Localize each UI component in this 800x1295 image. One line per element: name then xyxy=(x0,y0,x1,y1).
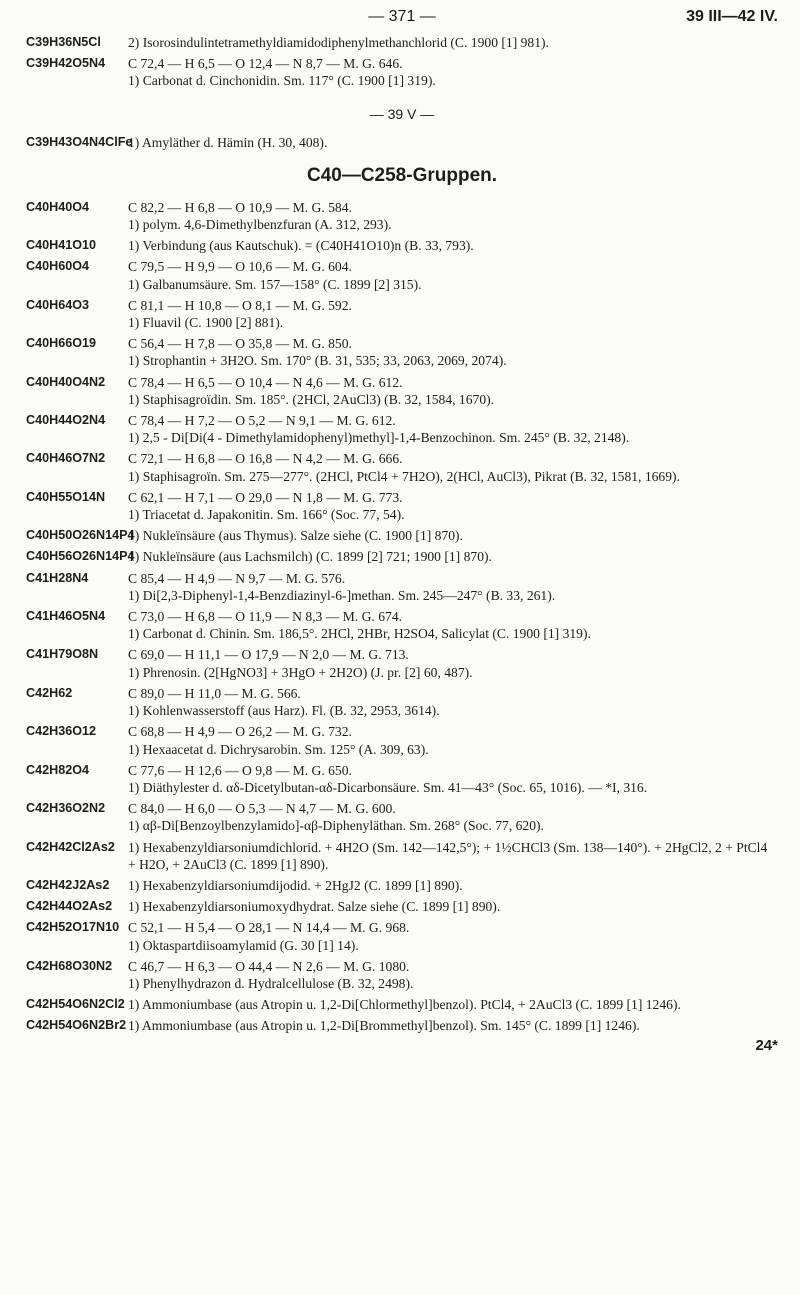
page xyxy=(26,8,778,1054)
entry-line: 1) Oktaspartdiisoamylamid (G. 30 [1] 14). xyxy=(128,937,359,953)
entry-body xyxy=(128,489,778,523)
entry-line: 1) Diäthylester d. αδ-Dicetylbutan-αδ-Dicarbonsäure. Sm. 41—43° (Soc. 65, 1016). — *I, 316. xyxy=(128,779,648,795)
entry-line: 1) Amyläther d. Hämin (H. 30, 408). xyxy=(128,134,328,150)
entry-line: C 46,7 — H 6,3 — O 44,4 — N 2,6 — M. G. 1080. xyxy=(128,958,410,974)
formula-entry xyxy=(26,548,778,565)
formula-entry xyxy=(26,258,778,292)
formula-label: C40H50O26N14P4 xyxy=(26,528,135,543)
formula-label: C42H82O4 xyxy=(26,762,90,777)
entry-line: 1) polym. 4,6-Dimethylbenzfuran (A. 312, 293). xyxy=(128,217,392,233)
formula-label: C41H79O8N xyxy=(26,647,99,662)
section-separator: — 39 V — xyxy=(369,105,435,122)
page-range: 39 III—42 IV. xyxy=(686,8,778,25)
entry-line: 1) Ammoniumbase (aus Atropin u. 1,2-Di[Brommethyl]benzol). Sm. 145° (C. 1899 [1] 1246). xyxy=(128,1018,640,1034)
entry-line: 1) Hexabenzyldiarsoniumdichlorid. + 4H2O (Sm. 142—142,5°); + 1½CHCl3 (Sm. 138—140°). + 2HgCl2, 2 + PtCl4 + H2O, + 2AuCl3 (C. 1899 [1] 890). xyxy=(128,839,768,872)
entry-body xyxy=(128,237,778,254)
formula-entry xyxy=(26,608,778,642)
entry-line: C 78,4 — H 6,5 — O 10,4 — N 4,6 — M. G. 612. xyxy=(128,374,403,390)
entry-body xyxy=(128,297,778,331)
formula-label: C39H42O5N4 xyxy=(26,56,106,71)
formula-label: C40H55O14N xyxy=(26,489,106,504)
formula-entry xyxy=(26,489,778,523)
entry-body xyxy=(128,199,778,233)
entry-body xyxy=(128,762,778,796)
formula-entry xyxy=(26,877,778,894)
formula-label: C40H40O4N2 xyxy=(26,374,106,389)
formula-label: C42H42Cl2As2 xyxy=(26,839,115,854)
entry-line: 2) Isorosindulintetramethyldiamidodiphenylmethanchlorid (C. 1900 [1] 981). xyxy=(128,35,549,50)
formula-entry xyxy=(26,1017,778,1034)
formula-label: C40H56O26N14P4 xyxy=(26,549,135,564)
formula-label: C39H43O4N4ClFe xyxy=(26,134,133,149)
formula-label: C41H46O5N4 xyxy=(26,609,106,624)
entry-body xyxy=(128,134,778,151)
entry-line: C 84,0 — H 6,0 — O 5,3 — N 4,7 — M. G. 600. xyxy=(128,801,396,817)
formula-label: C40H60O4 xyxy=(26,259,90,274)
entry-line: C 73,0 — H 6,8 — O 11,9 — N 8,3 — M. G. 674. xyxy=(128,609,403,625)
entry-line: 1) Carbonat d. Chinin. Sm. 186,5°. 2HCl, 2HBr, H2SO4, Salicylat (C. 1900 [1] 319). xyxy=(128,626,591,642)
entry-body xyxy=(128,877,778,894)
formula-label: C42H36O12 xyxy=(26,724,97,739)
formula-label: C42H62 xyxy=(26,685,73,700)
entry-line: C 82,2 — H 6,8 — O 10,9 — M. G. 584. xyxy=(128,199,352,215)
entry-body xyxy=(128,450,778,484)
entry-line: C 69,0 — H 11,1 — O 17,9 — N 2,0 — M. G. 713. xyxy=(128,647,409,663)
entry-body xyxy=(128,548,778,565)
top-entries xyxy=(26,34,778,94)
entry-body xyxy=(128,335,778,369)
page-header xyxy=(26,8,778,34)
entry-line: C 62,1 — H 7,1 — O 29,0 — N 1,8 — M. G. 773. xyxy=(128,489,403,505)
formula-entry xyxy=(26,898,778,915)
main-entries xyxy=(26,199,778,1039)
entry-line: 1) Hexaacetat d. Dichrysarobin. Sm. 125° (A. 309, 63). xyxy=(128,741,429,757)
group-title: C40—C258-Gruppen. xyxy=(306,164,498,186)
entry-line: 1) Di[2,3-Diphenyl-1,4-Benzdiazinyl-6-]methan. Sm. 245—247° (B. 33, 261). xyxy=(128,587,556,603)
entry-body xyxy=(128,34,778,51)
entry-line: 1) Ammoniumbase (aus Atropin u. 1,2-Di[Chlormethyl]benzol). PtCl4, + 2AuCl3 (C. 1899 [1] 1246). xyxy=(128,997,681,1013)
formula-entry xyxy=(26,958,778,992)
formula-entry xyxy=(26,450,778,484)
formula-entry xyxy=(26,34,778,51)
entry-line: C 89,0 — H 11,0 — M. G. 566. xyxy=(128,685,301,701)
formula-entry xyxy=(26,199,778,233)
entry-body xyxy=(128,374,778,408)
entry-body xyxy=(128,412,778,446)
entry-line: 1) Hexabenzyldiarsoniumoxydhydrat. Salze siehe (C. 1899 [1] 890). xyxy=(128,899,501,915)
entry-line: C 78,4 — H 7,2 — O 5,2 — N 9,1 — M. G. 612. xyxy=(128,413,396,429)
entry-body xyxy=(128,723,778,757)
entry-line: C 85,4 — H 4,9 — N 9,7 — M. G. 576. xyxy=(128,570,346,586)
formula-entry xyxy=(26,996,778,1013)
entry-line: 1) 2,5 - Di[Di(4 - Dimethylamidophenyl)methyl]-1,4-Benzochinon. Sm. 245° (B. 32, 2148). xyxy=(128,430,630,446)
formula-entry xyxy=(26,723,778,757)
formula-entry xyxy=(26,237,778,254)
entry-line: 1) Verbindung (aus Kautschuk). = (C40H41O10)n (B. 33, 793). xyxy=(128,238,474,254)
formula-label: C40H41O10 xyxy=(26,238,97,253)
formula-entry xyxy=(26,919,778,953)
formula-label: C39H36N5Cl xyxy=(26,35,101,49)
formula-label: C42H42J2As2 xyxy=(26,877,110,892)
entry-body xyxy=(128,898,778,915)
mid-entries xyxy=(26,134,778,155)
formula-label: C42H36O2N2 xyxy=(26,801,106,816)
entry-body xyxy=(128,55,778,89)
entry-line: C 68,8 — H 4,9 — O 26,2 — M. G. 732. xyxy=(128,724,352,740)
entry-body xyxy=(128,839,778,873)
formula-label: C41H28N4 xyxy=(26,570,89,585)
formula-label: C40H46O7N2 xyxy=(26,451,106,466)
entry-body xyxy=(128,258,778,292)
formula-label: C40H66O19 xyxy=(26,336,97,351)
entry-line: 1) Phrenosin. (2[HgNO3] + 3HgO + 2H2O) (J. pr. [2] 60, 487). xyxy=(128,664,473,680)
entry-line: C 77,6 — H 12,6 — O 9,8 — M. G. 650. xyxy=(128,762,352,778)
entry-body xyxy=(128,1017,778,1034)
formula-label: C40H64O3 xyxy=(26,297,90,312)
entry-line: 1) Staphisagroïn. Sm. 275—277°. (2HCl, PtCl4 + 7H2O), 2(HCl, AuCl3), Pikrat (B. 32, 1581, 1669). xyxy=(128,468,680,484)
entry-line: 1) Phenylhydrazon d. Hydralcellulose (B. 32, 2498). xyxy=(128,975,414,991)
entry-body xyxy=(128,646,778,680)
entry-body xyxy=(128,570,778,604)
entry-body xyxy=(128,958,778,992)
entry-line: 1) Nukleïnsäure (aus Thymus). Salze siehe (C. 1900 [1] 870). xyxy=(128,528,463,544)
formula-label: C42H54O6N2Br2 xyxy=(26,1018,127,1033)
entry-line: C 72,1 — H 6,8 — O 16,8 — N 4,2 — M. G. 666. xyxy=(128,451,403,467)
entry-line: 1) Kohlenwasserstoff (aus Harz). Fl. (B. 32, 2953, 3614). xyxy=(128,703,440,719)
formula-entry xyxy=(26,55,778,89)
formula-entry xyxy=(26,839,778,873)
entry-line: 1) Carbonat d. Cinchonidin. Sm. 117° (C. 1900 [1] 319). xyxy=(128,73,436,89)
formula-label: C40H40O4 xyxy=(26,199,90,214)
entry-line: 1) Triacetat d. Japakonitin. Sm. 166° (Soc. 77, 54). xyxy=(128,507,405,523)
entry-body xyxy=(128,685,778,719)
formula-entry xyxy=(26,646,778,680)
formula-entry xyxy=(26,374,778,408)
entry-line: C 56,4 — H 7,8 — O 35,8 — M. G. 850. xyxy=(128,336,352,352)
formula-entry xyxy=(26,297,778,331)
entry-line: 1) Hexabenzyldiarsoniumdijodid. + 2HgJ2 (C. 1899 [1] 890). xyxy=(128,877,463,893)
entry-line: 1) Fluavil (C. 1900 [2] 881). xyxy=(128,315,284,331)
formula-label: C42H52O17N10 xyxy=(26,920,120,935)
formula-entry xyxy=(26,134,778,151)
entry-line: C 79,5 — H 9,9 — O 10,6 — M. G. 604. xyxy=(128,259,352,275)
formula-entry xyxy=(26,412,778,446)
formula-label: C42H44O2As2 xyxy=(26,899,113,914)
formula-label: C42H54O6N2Cl2 xyxy=(26,997,125,1012)
formula-entry xyxy=(26,570,778,604)
formula-label: C42H68O30N2 xyxy=(26,958,113,973)
formula-entry xyxy=(26,800,778,834)
entry-body xyxy=(128,608,778,642)
formula-entry xyxy=(26,335,778,369)
formula-label: C40H44O2N4 xyxy=(26,413,106,428)
entry-body xyxy=(128,919,778,953)
entry-body xyxy=(128,527,778,544)
entry-line: C 72,4 — H 6,5 — O 12,4 — N 8,7 — M. G. 646. xyxy=(128,56,403,72)
entry-line: 1) αβ-Di[Benzoylbenzylamido]-αβ-Diphenyläthan. Sm. 268° (Soc. 77, 620). xyxy=(128,818,544,834)
entry-line: 1) Staphisagroïdin. Sm. 185°. (2HCl, 2AuCl3) (B. 32, 1584, 1670). xyxy=(128,391,495,407)
entry-line: C 81,1 — H 10,8 — O 8,1 — M. G. 592. xyxy=(128,297,352,313)
entry-body xyxy=(128,800,778,834)
formula-entry xyxy=(26,762,778,796)
footer-signature: 24* xyxy=(755,1037,778,1054)
entry-line: 1) Galbanumsäure. Sm. 157—158° (C. 1899 [2] 315). xyxy=(128,276,422,292)
entry-line: 1) Nukleïnsäure (aus Lachsmilch) (C. 1899 [2] 721; 1900 [1] 870). xyxy=(128,549,492,565)
entry-line: 1) Strophantin + 3H2O. Sm. 170° (B. 31, 535; 33, 2063, 2069, 2074). xyxy=(128,353,507,369)
formula-entry xyxy=(26,527,778,544)
page-number: — 371 — xyxy=(368,8,436,25)
entry-line: C 52,1 — H 5,4 — O 28,1 — N 14,4 — M. G. 968. xyxy=(128,920,410,936)
entry-body xyxy=(128,996,778,1013)
formula-entry xyxy=(26,685,778,719)
